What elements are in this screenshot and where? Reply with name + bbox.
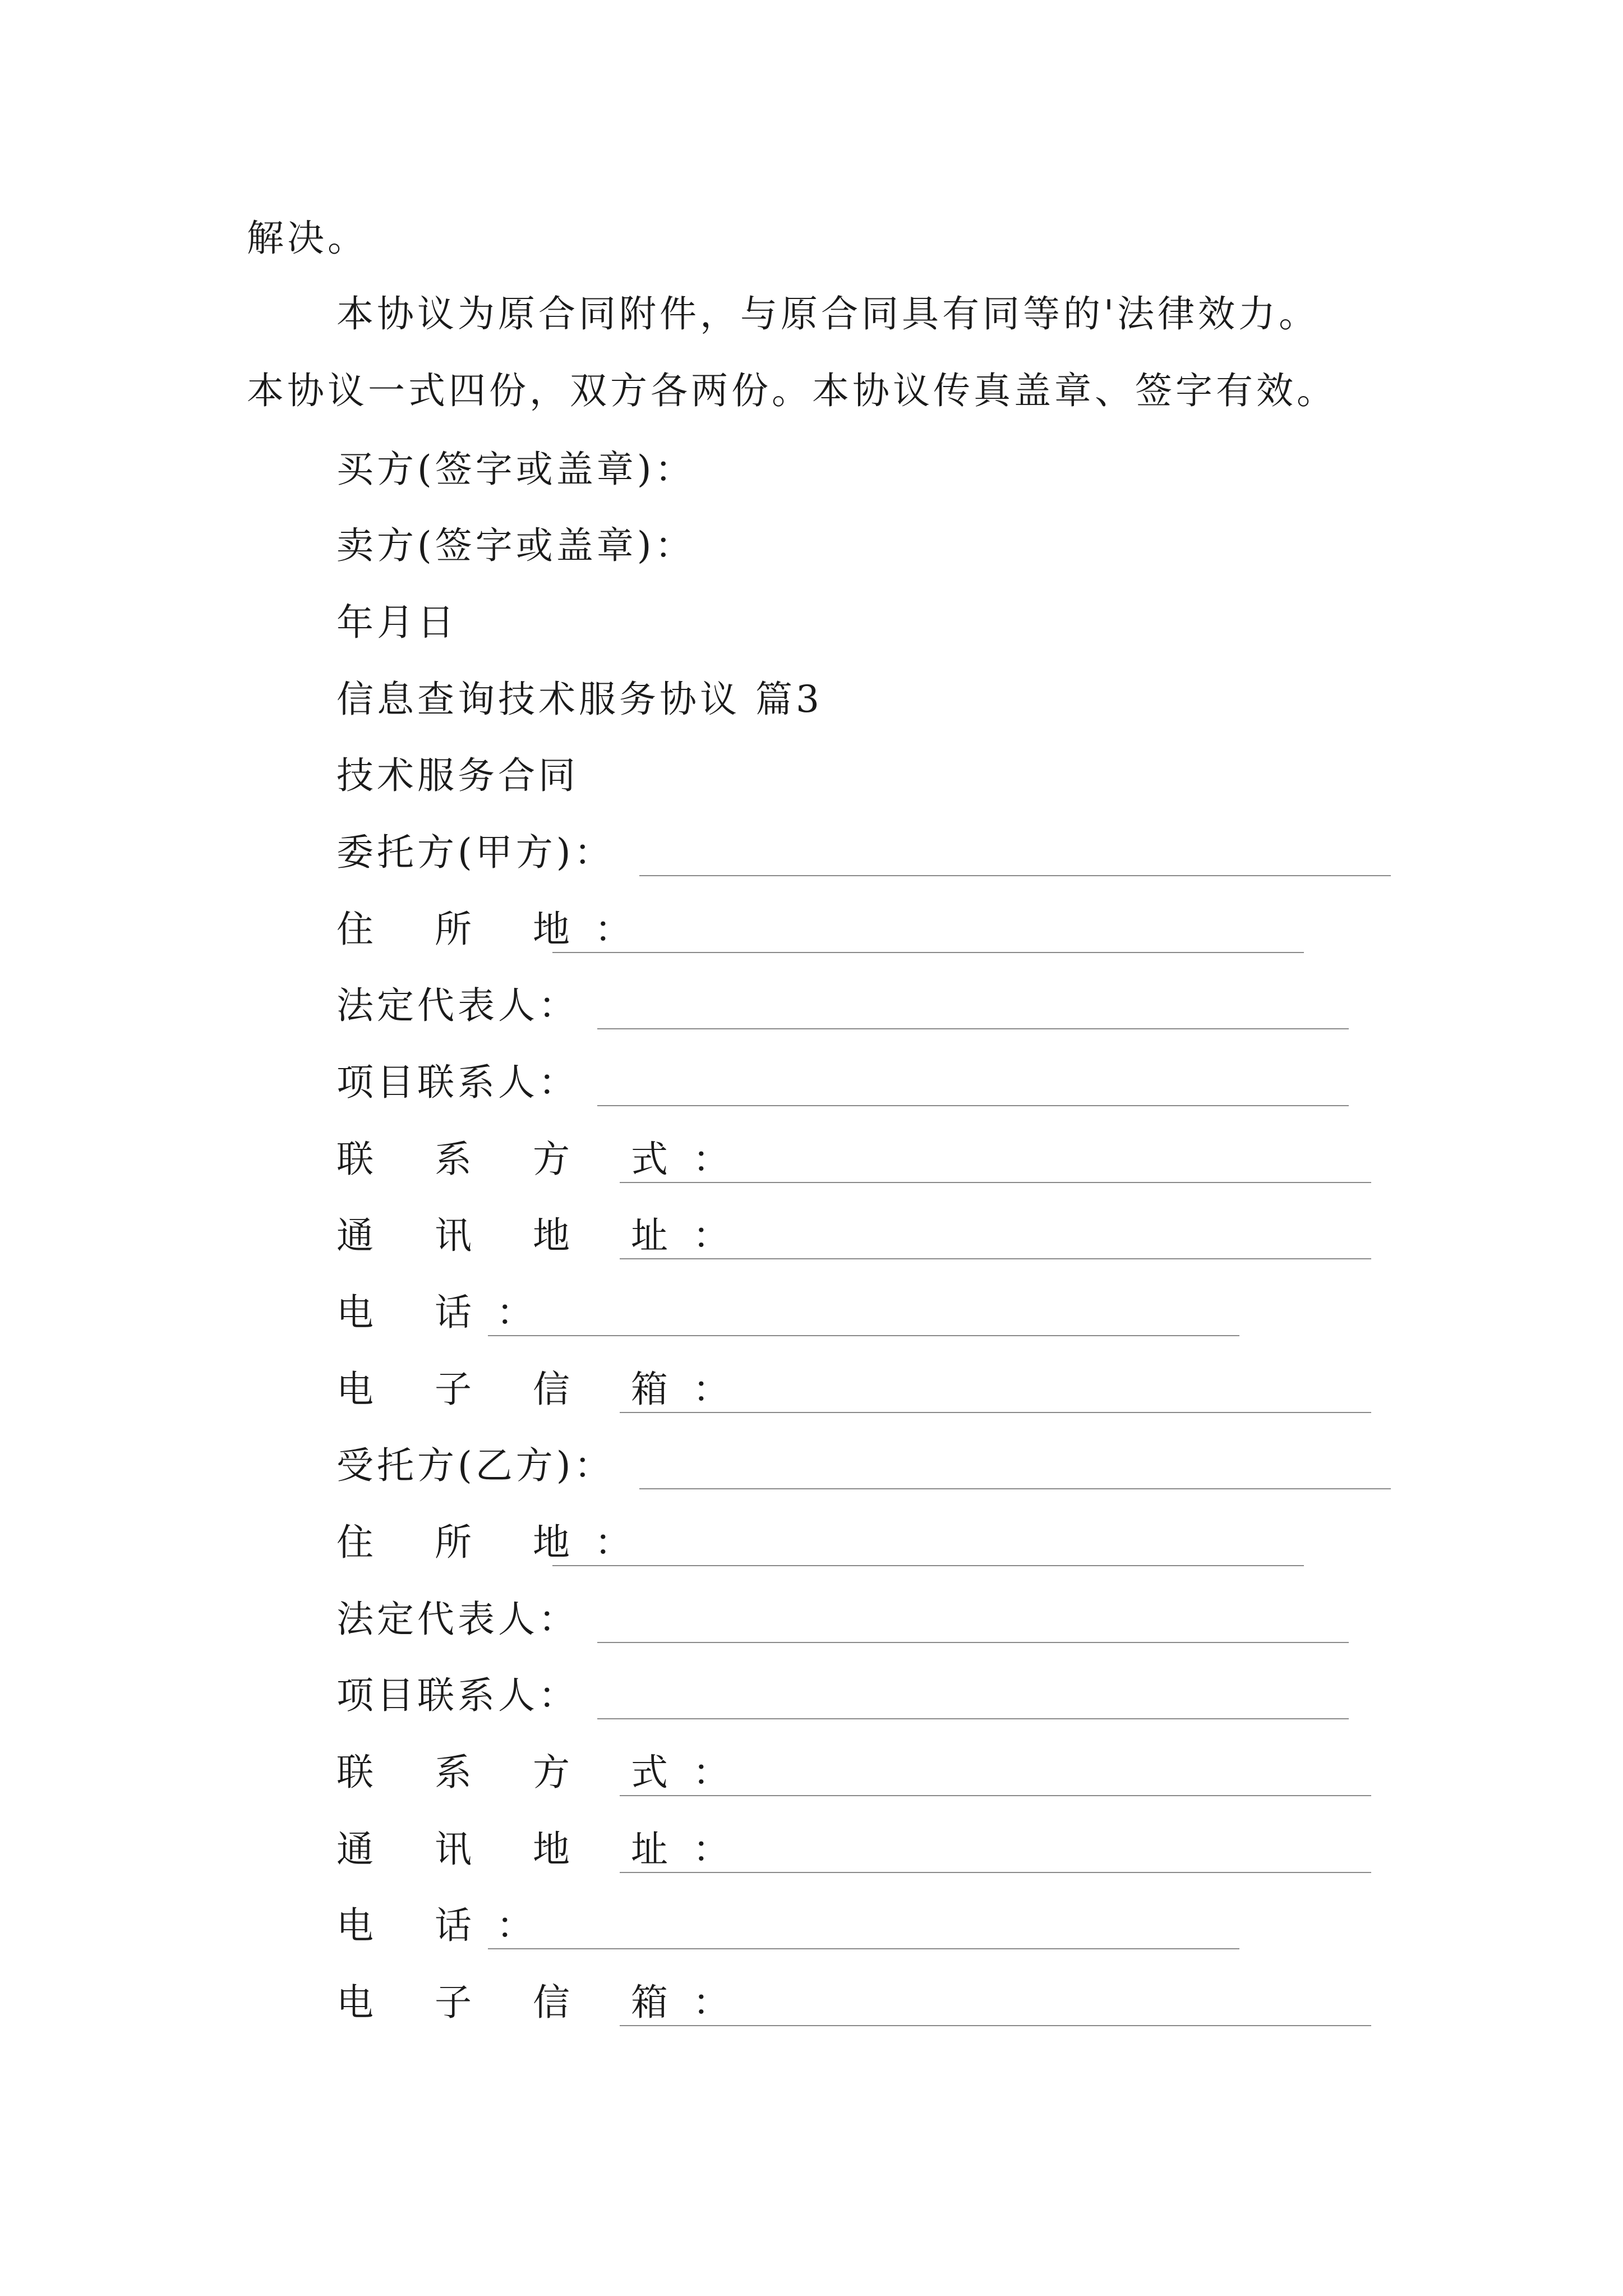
party-b-mailing-address-label: 通 讯 地 址： [336, 1828, 733, 1871]
party-a-name-blank [639, 875, 1391, 876]
paragraph-text: 本协议为原合同附件，与原合同具有同等的'法律效力。 [336, 292, 1320, 335]
party-a-label: 委托方(甲方)： [336, 831, 615, 874]
party-a-legal-rep-blank [597, 1028, 1349, 1029]
party-b-address-blank [552, 1565, 1304, 1566]
party-b-project-contact-label: 项目联系人： [336, 1674, 579, 1717]
date-label: 年月日 [336, 601, 458, 644]
party-a-mailing-address-blank [620, 1258, 1371, 1259]
party-b-contact-method-blank [620, 1795, 1371, 1796]
party-a-address-blank [552, 952, 1304, 953]
party-a-legal-rep-label: 法定代表人： [336, 984, 579, 1027]
party-b-phone-blank [488, 1948, 1239, 1949]
party-b-label: 受托方(乙方)： [336, 1444, 615, 1487]
paragraph-text: 解决。 [247, 217, 368, 260]
party-b-address-label: 住 所 地： [336, 1521, 635, 1564]
party-b-email-label: 电 子 信 箱： [336, 1981, 733, 2024]
party-b-mailing-address-blank [620, 1872, 1371, 1873]
party-a-contact-method-blank [620, 1182, 1371, 1183]
section-title: 信息查询技术服务协议 篇3 [336, 678, 823, 721]
buyer-signature-label: 买方(签字或盖章)： [336, 448, 695, 491]
contract-title: 技术服务合同 [336, 754, 579, 797]
party-b-phone-label: 电 话： [336, 1904, 537, 1947]
party-a-address-label: 住 所 地： [336, 908, 635, 951]
party-a-project-contact-label: 项目联系人： [336, 1061, 579, 1104]
party-a-project-contact-blank [597, 1105, 1349, 1106]
party-a-phone-label: 电 话： [336, 1291, 537, 1334]
party-a-email-blank [620, 1412, 1371, 1413]
party-a-contact-method-label: 联 系 方 式： [336, 1138, 733, 1181]
seller-signature-label: 卖方(签字或盖章)： [336, 524, 695, 567]
party-a-email-label: 电 子 信 箱： [336, 1368, 733, 1411]
paragraph-text: 本协议一式四份，双方各两份。本协议传真盖章、签字有效。 [247, 369, 1337, 412]
party-a-phone-blank [488, 1335, 1239, 1336]
party-b-email-blank [620, 2025, 1371, 2026]
party-b-legal-rep-label: 法定代表人： [336, 1598, 579, 1641]
party-b-legal-rep-blank [597, 1642, 1349, 1643]
party-a-mailing-address-label: 通 讯 地 址： [336, 1214, 733, 1257]
party-b-name-blank [639, 1488, 1391, 1489]
party-b-project-contact-blank [597, 1718, 1349, 1719]
party-b-contact-method-label: 联 系 方 式： [336, 1751, 733, 1794]
